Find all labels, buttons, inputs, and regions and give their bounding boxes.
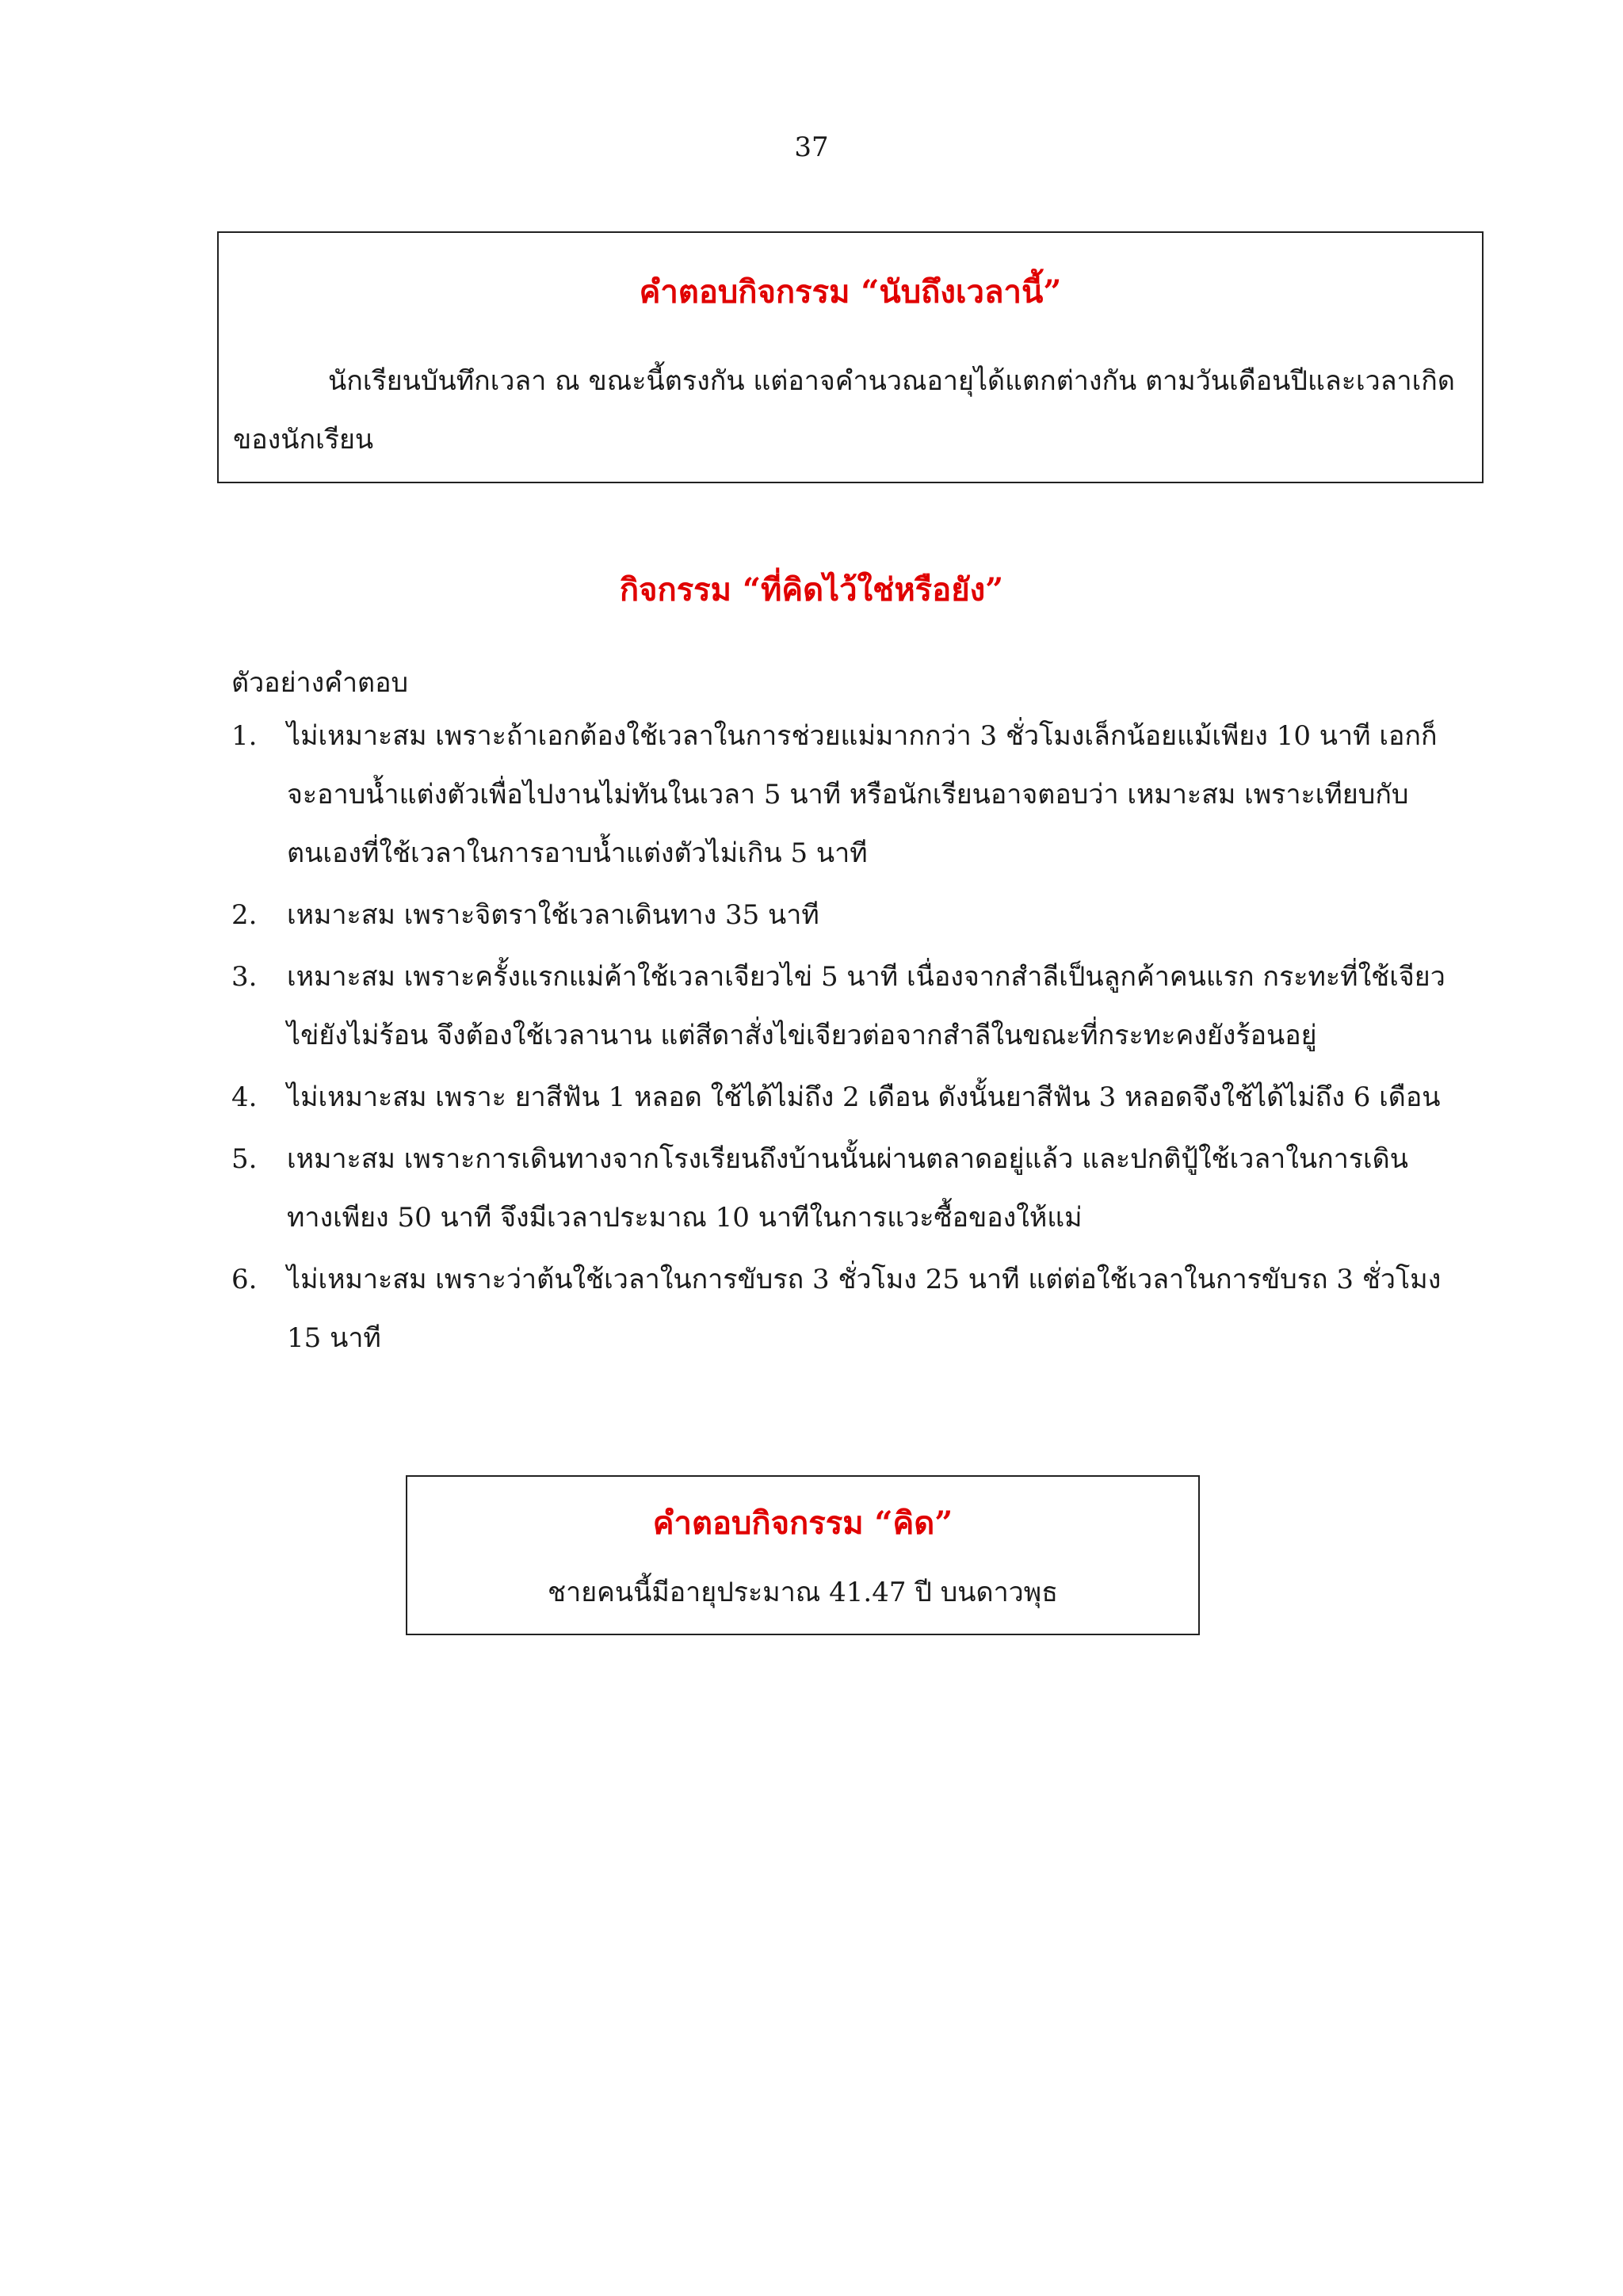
list-item-text: เหมาะสม เพราะการเดินทางจากโรงเรียนถึงบ้านนั้นผ่านตลาดอยู่แล้ว และปกติปู้ใช้เวลาในการเดินทางเพียง 50 นาที จึงมีเวลาประมาณ 10 นาทีในการแวะซื้อของให้แม่ <box>287 1143 1408 1234</box>
list-item <box>231 707 1452 883</box>
list-item-number: 3. <box>231 961 258 993</box>
list-item <box>231 886 1452 944</box>
answer-box-think <box>406 1475 1200 1635</box>
list-item-text: เหมาะสม เพราะครั้งแรกแม่ค้าใช้เวลาเจียวไข่ 5 นาที เนื่องจากสำลีเป็นลูกค้าคนแรก กระทะที่ใช้เจียวไข่ยังไม่ร้อน จึงต้องใช้เวลานาน แต่สีดาสั่งไข่เจียวต่อจากสำลีในขณะที่กระทะคงยังร้อนอยู่ <box>287 961 1445 1051</box>
answer-box-title: คำตอบกิจกรรม “คิด” <box>652 1505 953 1542</box>
section-intro: ตัวอย่างคำตอบ <box>231 667 409 699</box>
list-item-number: 6. <box>231 1264 258 1295</box>
answer-list <box>231 707 1452 1371</box>
list-item-number: 2. <box>231 899 258 931</box>
list-item-number: 5. <box>231 1143 258 1175</box>
list-item-text: เหมาะสม เพราะจิตราใช้เวลาเดินทาง 35 นาที <box>287 899 819 931</box>
answer-box-text: ชายคนนี้มีอายุประมาณ 41.47 ปี บนดาวพุธ <box>548 1577 1058 1608</box>
list-item <box>231 948 1452 1065</box>
list-item-text: ไม่เหมาะสม เพราะว่าต้นใช้เวลาในการขับรถ 3 ชั่วโมง 25 นาที แต่ต่อใช้เวลาในการขับรถ 3 ชั่วโมง 15 นาที <box>287 1264 1442 1354</box>
answer-box-text: นักเรียนบันทึกเวลา ณ ขณะนี้ตรงกัน แต่อาจคำนวณอายุได้แตกต่างกัน ตามวันเดือนปีและเวลาเกิดของนักเรียน <box>233 365 1455 456</box>
section-title: กิจกรรม “ที่คิดไว้ใช่หรือยัง” <box>619 571 1004 608</box>
list-item <box>231 1130 1452 1247</box>
list-item-text: ไม่เหมาะสม เพราะถ้าเอกต้องใช้เวลาในการช่วยแม่มากกว่า 3 ชั่วโมงเล็กน้อยแม้เพียง 10 นาที เอกก็จะอาบน้ำแต่งตัวเพื่อไปงานไม่ทันในเวลา 5 นาที หรือนักเรียนอาจตอบว่า เหมาะสม เพราะเทียบกับตนเองที่ใช้เวลาในการอาบน้ำแต่งตัวไม่เกิน 5 นาที <box>287 720 1438 869</box>
list-item-text: ไม่เหมาะสม เพราะ ยาสีฟัน 1 หลอด ใช้ได้ไม่ถึง 2 เดือน ดังนั้นยาสีฟัน 3 หลอดจึงใช้ได้ไม่ถึง 6 เดือน <box>287 1081 1441 1113</box>
list-item-number: 1. <box>231 720 258 752</box>
answer-box-count-to-now <box>217 231 1484 483</box>
list-item <box>231 1068 1452 1127</box>
list-item-number: 4. <box>231 1081 258 1113</box>
answer-box-title: คำตอบกิจกรรม “นับถึงเวลานี้” <box>639 273 1062 311</box>
list-item <box>231 1250 1452 1367</box>
page-number: 37 <box>794 132 829 163</box>
